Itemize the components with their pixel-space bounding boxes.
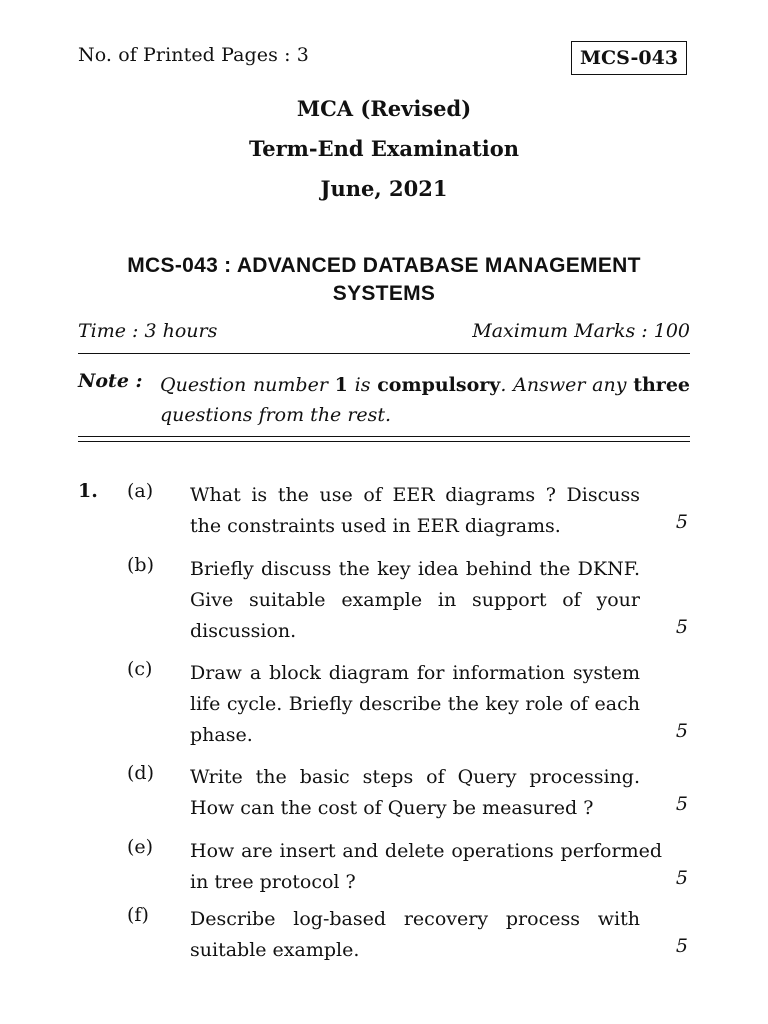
part-text: Draw a block diagram for information system life cycle. Briefly describe the key role of each phase. <box>190 662 640 746</box>
part-text: What is the use of EER diagrams ? Discuss the constraints used in EER diagrams. <box>190 484 640 537</box>
note-compulsory: compulsory <box>377 374 501 396</box>
time-allowed: Time : 3 hours <box>78 320 218 342</box>
part-marks: 5 <box>675 616 688 638</box>
time-marks-row <box>78 320 690 342</box>
divider-line <box>78 353 690 354</box>
part-label: (a) <box>127 480 154 502</box>
maximum-marks: Maximum Marks : 100 <box>472 320 690 342</box>
part-text: Write the basic steps of Query processing. How can the cost of Query be measured ? <box>190 766 640 819</box>
part-marks: 5 <box>675 793 688 815</box>
note-part: questions from the rest. <box>160 404 392 426</box>
part-marks: 5 <box>675 867 688 889</box>
paper-code-box: MCS-043 <box>571 41 687 75</box>
part-label: (b) <box>127 554 154 576</box>
note-part: . Answer any <box>500 374 634 396</box>
part-text: Briefly discuss the key idea behind the DKNF. Give suitable example in support of your discussion. <box>190 558 640 642</box>
note-part: Question number <box>160 374 335 396</box>
program-title: MCA (Revised) <box>296 96 472 121</box>
note-three: three <box>633 374 690 396</box>
course-title: MCS-043 : ADVANCED DATABASE MANAGEMENT SYSTEMS <box>127 254 641 305</box>
note-text <box>160 370 690 430</box>
part-label: (f) <box>127 904 149 926</box>
part-marks: 5 <box>675 935 688 957</box>
part-label: (e) <box>127 836 154 858</box>
part-label: (d) <box>127 762 154 784</box>
part-marks: 5 <box>675 720 688 742</box>
note-label: Note : <box>78 370 143 392</box>
part-label: (c) <box>127 658 153 680</box>
question-number: 1. <box>78 480 98 502</box>
part-text: Describe log-based recovery process with suitable example. <box>190 908 640 961</box>
exam-session: June, 2021 <box>320 176 448 201</box>
part-text: How are insert and delete operations performed in tree protocol ? <box>190 840 662 893</box>
part-marks: 5 <box>675 511 688 533</box>
exam-title: Term-End Examination <box>248 136 519 161</box>
note-question-number: 1 <box>334 374 348 396</box>
printed-pages-count: No. of Printed Pages : 3 <box>78 44 309 66</box>
note-part: is <box>347 374 378 396</box>
double-divider <box>78 436 690 442</box>
